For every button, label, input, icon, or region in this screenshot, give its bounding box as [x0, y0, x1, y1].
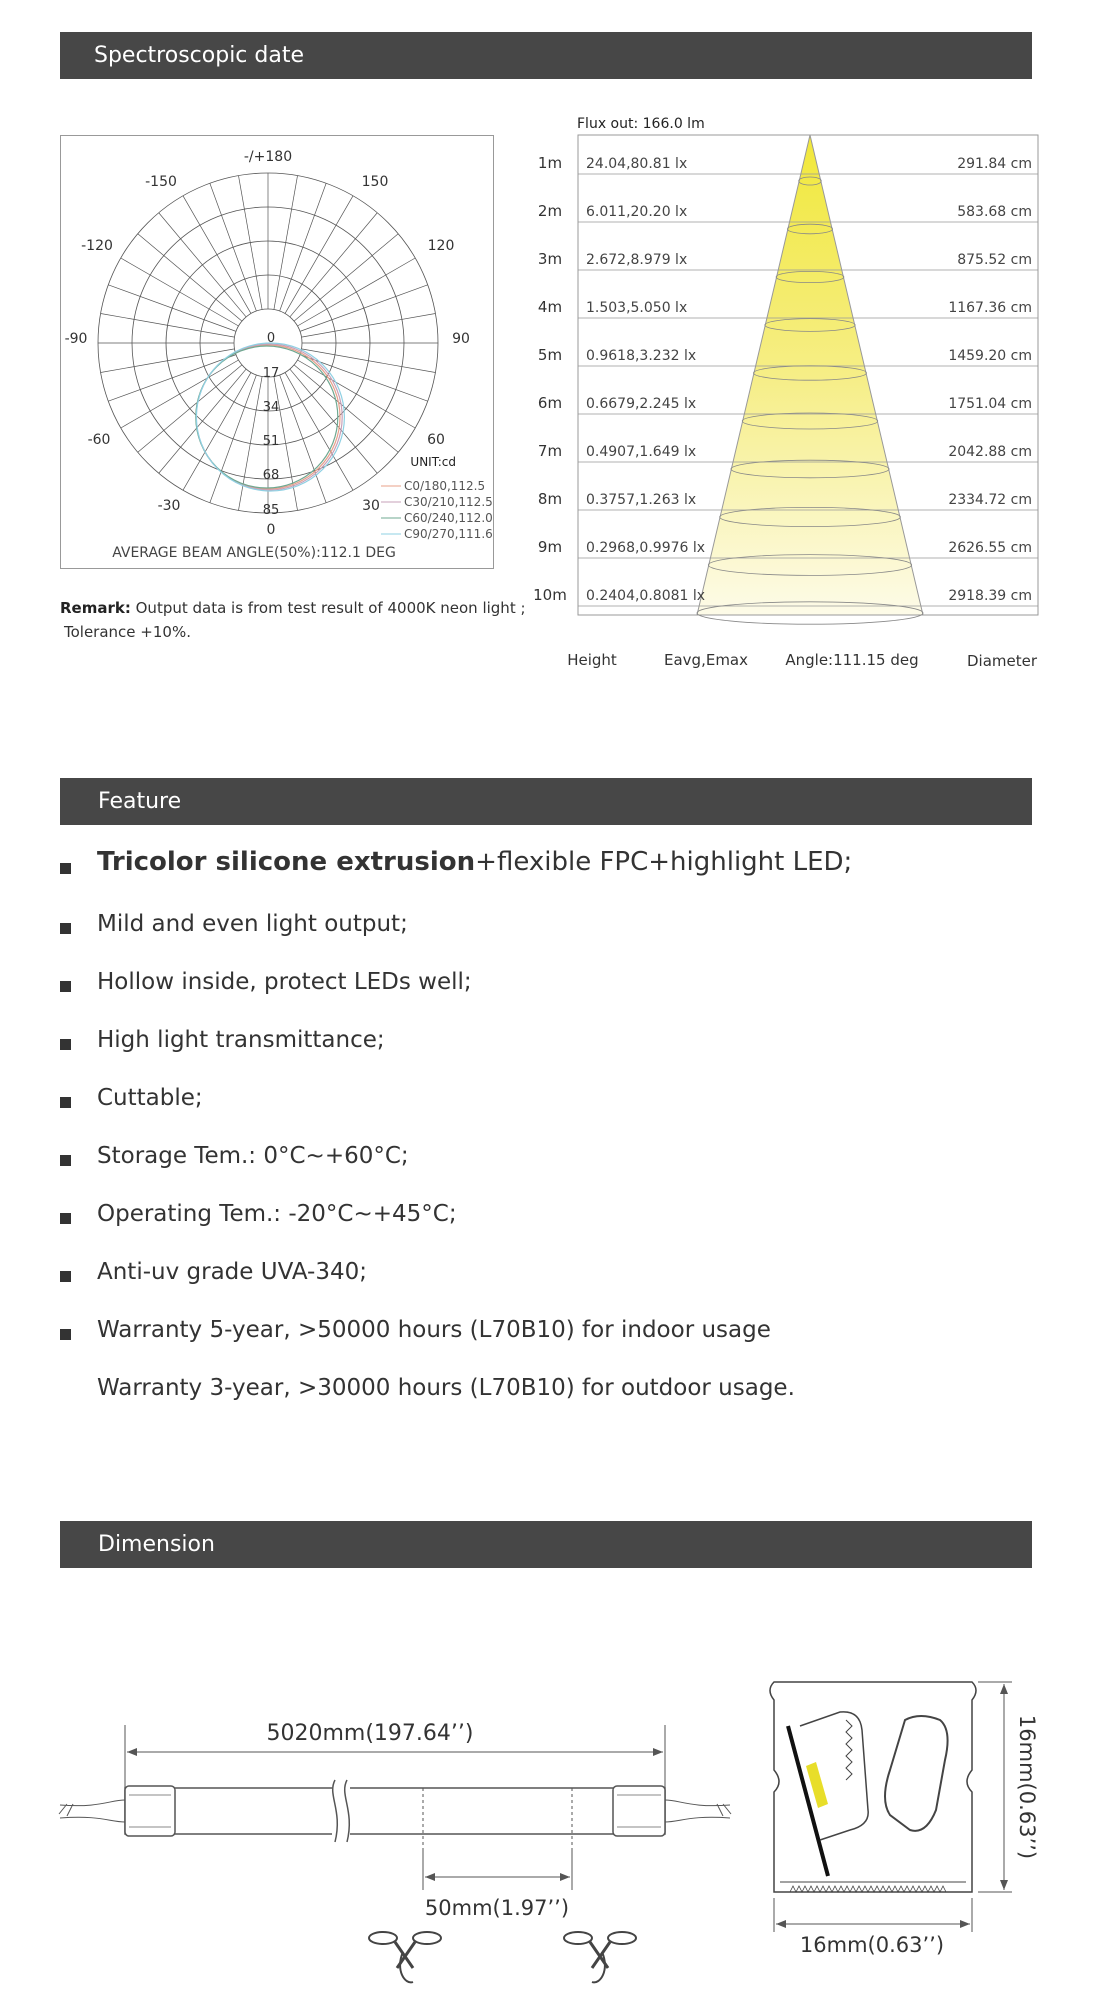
legend-entry: C60/240,112.0 — [404, 511, 493, 525]
polar-radial-label: 0 — [266, 331, 276, 346]
row-height: 7m — [537, 442, 563, 460]
arrow-right-icon — [653, 1748, 663, 1756]
row-diameter: 1751.04 cm — [948, 396, 1032, 412]
scissors-icon — [564, 1932, 636, 1982]
polar-spoke — [159, 369, 246, 473]
row-height: 2m — [537, 202, 563, 220]
polar-angle-label: 150 — [361, 174, 389, 190]
beam-angle-label: AVERAGE BEAM ANGLE(50%):112.1 DEG — [112, 545, 396, 561]
flux-label: Flux out: 166.0 lm — [577, 116, 705, 132]
row-diameter: 1459.20 cm — [948, 348, 1032, 364]
bullet-icon — [60, 1329, 71, 1340]
section-header-spectro: Spectroscopic date — [60, 32, 1032, 79]
row-illuminance: 1.503,5.050 lx — [586, 300, 688, 316]
polar-top-label: -/+180 — [243, 149, 293, 165]
bullet-icon — [60, 923, 71, 934]
bullet-icon — [60, 981, 71, 992]
footer-eavg: Eavg,Emax — [664, 651, 748, 669]
row-illuminance: 0.2404,0.8081 lx — [586, 588, 706, 604]
polar-radial-label: 34 — [262, 400, 280, 415]
light-cone — [697, 135, 923, 615]
polar-spoke — [301, 313, 435, 337]
row-height: 5m — [537, 346, 563, 364]
legend-entry: C30/210,112.5 — [404, 495, 493, 509]
polar-angle-label: -30 — [157, 498, 181, 514]
polar-spoke — [238, 176, 262, 310]
polar-radial-label: 51 — [262, 434, 280, 449]
height-label: 16mm(0.63’’) — [1015, 1714, 1039, 1860]
row-diameter: 2042.88 cm — [948, 444, 1032, 460]
row-diameter: 2918.39 cm — [948, 588, 1032, 604]
polar-spoke — [210, 375, 257, 503]
row-diameter: 2626.55 cm — [948, 540, 1032, 556]
bullet-icon — [60, 863, 71, 874]
polar-spoke — [297, 360, 415, 428]
polar-spoke — [108, 355, 236, 402]
feature-item: Warranty 3-year, >30000 hours (L70B10) for outdoor usage. — [97, 1375, 795, 1401]
legend-entry: C90/270,111.6 — [404, 527, 493, 541]
end-cap-left — [125, 1786, 175, 1836]
polar-spoke — [183, 372, 251, 490]
polar-spoke — [290, 213, 377, 317]
wire-left — [59, 1800, 125, 1822]
polar-radial-label: 85 — [262, 503, 280, 518]
cross-section-svg — [750, 1660, 1050, 1980]
polar-spoke — [285, 196, 353, 314]
polar-legend — [381, 479, 493, 541]
polar-chart-frame — [60, 135, 494, 569]
feature-item: Hollow inside, protect LEDs well; — [60, 963, 1032, 1021]
feature-item: Storage Tem.: 0°C~+60°C; — [60, 1137, 1032, 1195]
length-label: 5020mm(197.64’’) — [266, 1721, 474, 1746]
row-height: 1m — [537, 154, 563, 172]
polar-spoke — [121, 360, 239, 428]
feature-item: Cuttable; — [60, 1079, 1032, 1137]
feature-item: Tricolor silicone extrusion+flexible FPC+highlight LED; — [60, 845, 1032, 905]
polar-unit: UNIT:cd — [410, 455, 456, 469]
polar-spoke — [101, 313, 235, 337]
profile-outline — [770, 1682, 976, 1892]
remark-line2: Tolerance +10%. — [64, 623, 191, 641]
polar-spoke — [138, 234, 242, 321]
row-diameter: 291.84 cm — [957, 156, 1032, 172]
row-height: 3m — [537, 250, 563, 268]
footer-diameter: Diameter — [966, 652, 1038, 670]
cut-label: 50mm(1.97’’) — [424, 1896, 570, 1920]
polar-angle-label: 120 — [427, 238, 455, 254]
bullet-icon — [60, 1097, 71, 1108]
row-illuminance: 6.011,20.20 lx — [586, 204, 688, 220]
strip-svg — [55, 1700, 745, 2000]
section-header-feature: Feature — [60, 778, 1032, 825]
remark-text: Output data is from test result of 4000K neon light ; — [130, 599, 526, 617]
bullet-icon — [60, 1213, 71, 1224]
polar-angle-label: 30 — [362, 498, 380, 514]
polar-spoke — [294, 365, 398, 452]
row-diameter: 1167.36 cm — [948, 300, 1032, 316]
cone-diagram — [530, 110, 1050, 680]
polar-radial-label: 17 — [262, 366, 280, 381]
row-illuminance: 2.672,8.979 lx — [586, 252, 688, 268]
polar-angle-label: -120 — [81, 238, 113, 254]
row-height: 4m — [537, 298, 563, 316]
wire-right — [665, 1800, 731, 1822]
row-diameter: 2334.72 cm — [948, 492, 1032, 508]
polar-spoke — [159, 213, 246, 317]
polar-spoke — [294, 234, 398, 321]
row-height: 6m — [537, 394, 563, 412]
footer-height: Height — [567, 651, 617, 669]
polar-spoke — [210, 183, 257, 311]
legend-entry: C0/180,112.5 — [404, 479, 486, 493]
strip-drawing — [55, 1700, 745, 2000]
remark-label: Remark: — [60, 599, 131, 617]
end-cap-right — [613, 1786, 665, 1836]
scissors-icon — [369, 1932, 441, 1982]
polar-angle-label: 0 — [266, 522, 276, 538]
row-diameter: 583.68 cm — [957, 204, 1032, 220]
row-diameter: 875.52 cm — [957, 252, 1032, 268]
row-illuminance: 0.6679,2.245 lx — [586, 396, 697, 412]
footer-angle: Angle:111.15 deg — [785, 651, 919, 669]
bullet-icon — [60, 1039, 71, 1050]
polar-spoke — [183, 196, 251, 314]
polar-angle-label: -150 — [145, 174, 177, 190]
row-illuminance: 24.04,80.81 lx — [586, 156, 688, 172]
remark — [60, 596, 526, 644]
row-height: 8m — [537, 490, 563, 508]
arrow-left-icon — [127, 1748, 137, 1756]
section-header-dimension: Dimension — [60, 1521, 1032, 1568]
polar-angle-label: -90 — [64, 331, 88, 347]
feature-list — [60, 845, 1032, 1427]
feature-item: Anti-uv grade UVA-340; — [60, 1253, 1032, 1311]
bullet-icon — [60, 1155, 71, 1166]
feature-item: Mild and even light output; — [60, 905, 1032, 963]
polar-spoke — [121, 258, 239, 326]
polar-spoke — [297, 258, 415, 326]
strip-body — [125, 1788, 665, 1834]
polar-spoke — [290, 369, 377, 473]
polar-angle-label: 60 — [427, 432, 445, 448]
polar-spoke — [138, 365, 242, 452]
bullet-icon — [60, 1271, 71, 1282]
row-height: 10m — [533, 586, 567, 604]
row-height: 9m — [537, 538, 563, 556]
feature-item: Operating Tem.: -20°C~+45°C; — [60, 1195, 1032, 1253]
polar-spoke — [274, 176, 298, 310]
polar-radial-label: 68 — [262, 468, 280, 483]
polar-angle-label: 90 — [452, 331, 470, 347]
polar-chart — [61, 136, 495, 570]
polar-spoke — [280, 183, 327, 311]
width-label: 16mm(0.63’’) — [799, 1933, 945, 1957]
row-illuminance: 0.2968,0.9976 lx — [586, 540, 706, 556]
polar-spoke — [108, 285, 236, 332]
row-illuminance: 0.4907,1.649 lx — [586, 444, 697, 460]
feature-item: Warranty 5-year, >50000 hours (L70B10) for indoor usage — [60, 1311, 1032, 1369]
polar-angle-label: -60 — [87, 432, 111, 448]
row-illuminance: 0.3757,1.263 lx — [586, 492, 697, 508]
cross-section — [750, 1660, 1050, 1980]
polar-spoke — [300, 285, 428, 332]
cone-svg — [530, 110, 1050, 680]
feature-item: High light transmittance; — [60, 1021, 1032, 1079]
row-illuminance: 0.9618,3.232 lx — [586, 348, 697, 364]
